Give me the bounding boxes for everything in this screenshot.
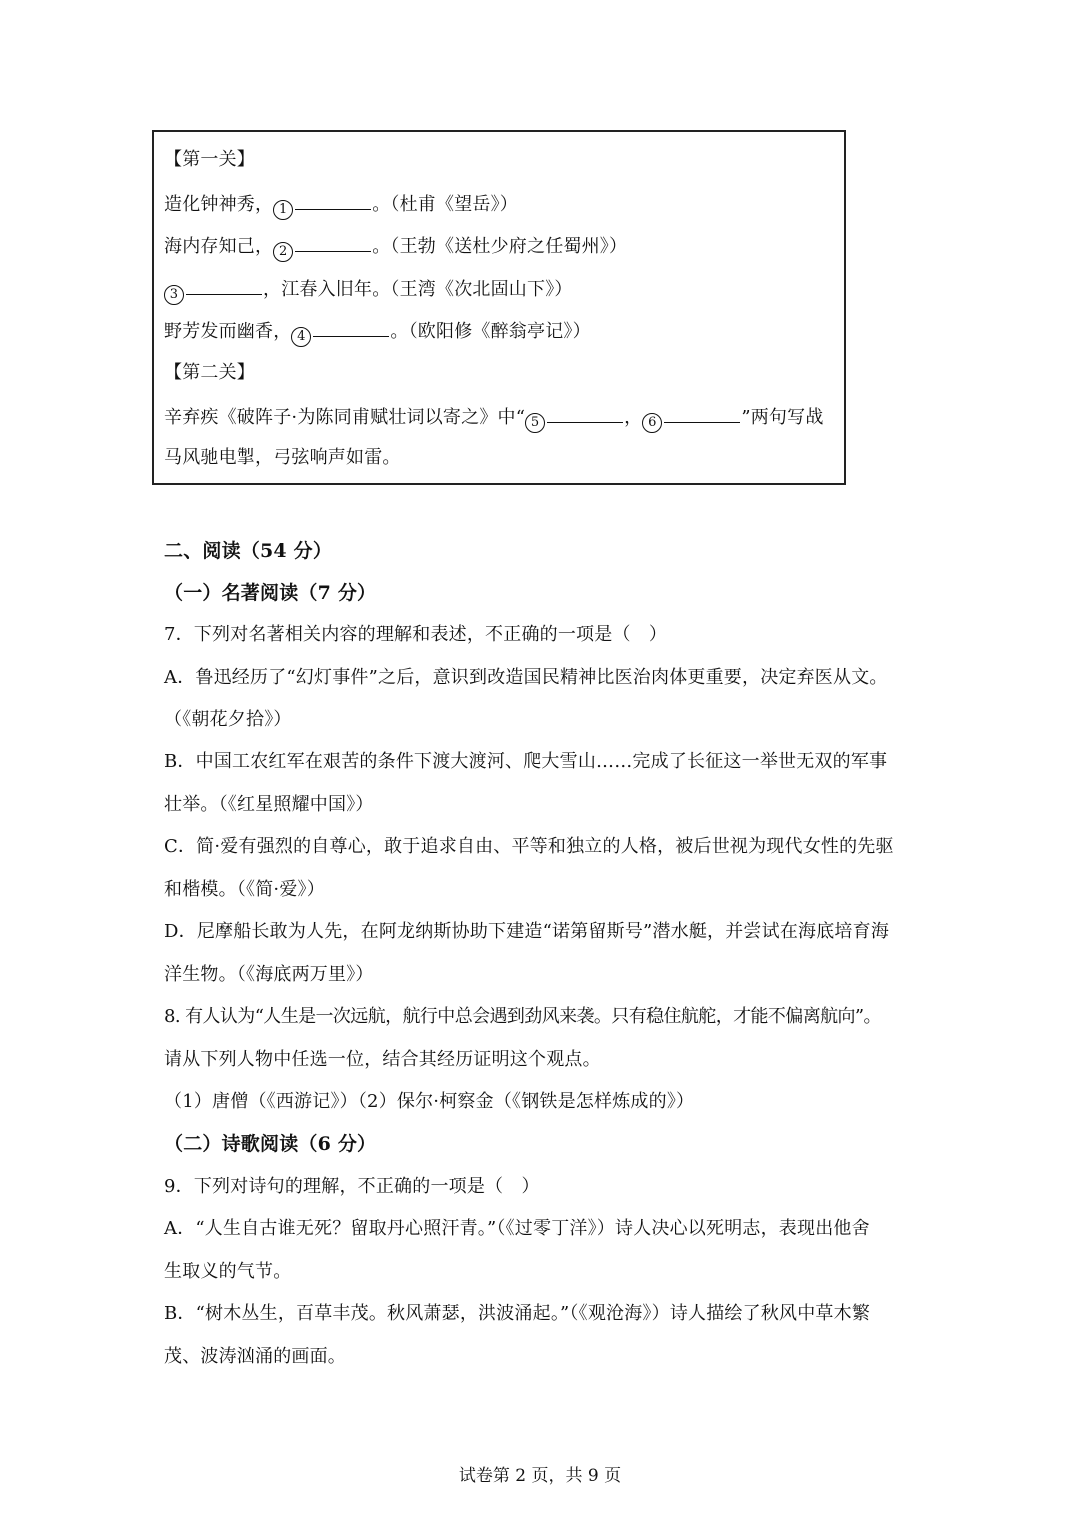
page-footer: 试卷第 2 页，共 9 页: [458, 1466, 622, 1486]
subsection-poetry: （二）诗歌阅读（6 分）: [164, 1133, 377, 1155]
answer-blank-4[interactable]: [313, 318, 389, 337]
poem-line-3: 3 ，江春入旧年。（王湾《次北固山下》）: [164, 276, 573, 305]
question-8-line1: 8. 有人认为“人生是一次远航，航行中总会遇到劲风来袭。只有稳住航舵，才能不偏离航向”。: [164, 1006, 881, 1027]
answer-blank-6[interactable]: [664, 404, 740, 423]
answer-blank-3[interactable]: [186, 276, 262, 295]
circled-number-6: 6: [642, 413, 662, 433]
level-one-title: 【第一关】: [164, 149, 255, 170]
answer-blank-5[interactable]: [547, 404, 623, 423]
question-7: 7．下列对名著相关内容的理解和表述，不正确的一项是（ ）: [164, 624, 668, 645]
question-9: 9．下列对诗句的理解，不正确的一项是（ ）: [164, 1176, 540, 1197]
q7-option-d-line2: 洋生物。（《海底两万里》）: [164, 964, 374, 985]
answer-blank-2[interactable]: [295, 233, 371, 252]
answer-blank-1[interactable]: [295, 191, 371, 210]
circled-number-2: 2: [273, 242, 293, 262]
circled-number-1: 1: [273, 200, 293, 220]
circled-number-4: 4: [291, 327, 311, 347]
poem-line-2: 海内存知己， 2 。（王勃《送杜少府之任蜀州》）: [164, 233, 627, 262]
section-heading-reading: 二、阅读（54 分）: [164, 540, 333, 562]
circled-number-5: 5: [525, 413, 545, 433]
question-8-line2: 请从下列人物中任选一位，结合其经历证明这个观点。: [164, 1049, 601, 1070]
subsection-classics: （一）名著阅读（7 分）: [164, 582, 377, 604]
q9-option-a-line1: A．“人生自古谁无死？留取丹心照汗青。”（《过零丁洋》）诗人决心以死明志，表现出他舍: [164, 1218, 870, 1239]
q9-option-b-line2: 茂、波涛汹涌的画面。: [164, 1346, 346, 1367]
question-8-choices: （1）唐僧（《西游记》）（2）保尔·柯察金（《钢铁是怎样炼成的》）: [164, 1091, 695, 1112]
poem-line-1: 造化钟神秀， 1 。（杜甫《望岳》）: [164, 191, 518, 220]
level-two-title: 【第二关】: [164, 362, 255, 383]
q7-option-b-line2: 壮举。（《红星照耀中国》）: [164, 794, 374, 815]
q7-option-a-line2: （《朝花夕拾》）: [164, 709, 292, 730]
q9-option-a-line2: 生取义的气节。: [164, 1261, 292, 1282]
poem-line-6: 马风驰电掣，弓弦响声如雷。: [164, 447, 401, 468]
q7-option-d-line1: D．尼摩船长敢为人先，在阿龙纳斯协助下建造“诺第留斯号”潜水艇，并尝试在海底培育海: [164, 921, 890, 942]
q7-option-c-line2: 和楷模。（《简·爱》）: [164, 879, 325, 900]
poem-line-4: 野芳发而幽香， 4 。（欧阳修《醉翁亭记》）: [164, 318, 591, 347]
q7-option-c-line1: C．简·爱有强烈的自尊心，敢于追求自由、平等和独立的人格，被后世视为现代女性的先驱: [164, 836, 894, 857]
q7-option-b-line1: B．中国工农红军在艰苦的条件下渡大渡河、爬大雪山……完成了长征这一举世无双的军事: [164, 751, 888, 772]
q9-option-b-line1: B．“树木丛生，百草丰茂。秋风萧瑟，洪波涌起。”（《观沧海》）诗人描绘了秋风中草木繁: [164, 1303, 871, 1324]
circled-number-3: 3: [164, 285, 184, 305]
poem-line-5: 辛弃疾《破阵子·为陈同甫赋壮词以寄之》中“ 5 ， 6 ”两句写战: [164, 404, 824, 433]
q7-option-a-line1: A．鲁迅经历了“幻灯事件”之后，意识到改造国民精神比医治肉体更重要，决定弃医从文。: [164, 667, 888, 688]
